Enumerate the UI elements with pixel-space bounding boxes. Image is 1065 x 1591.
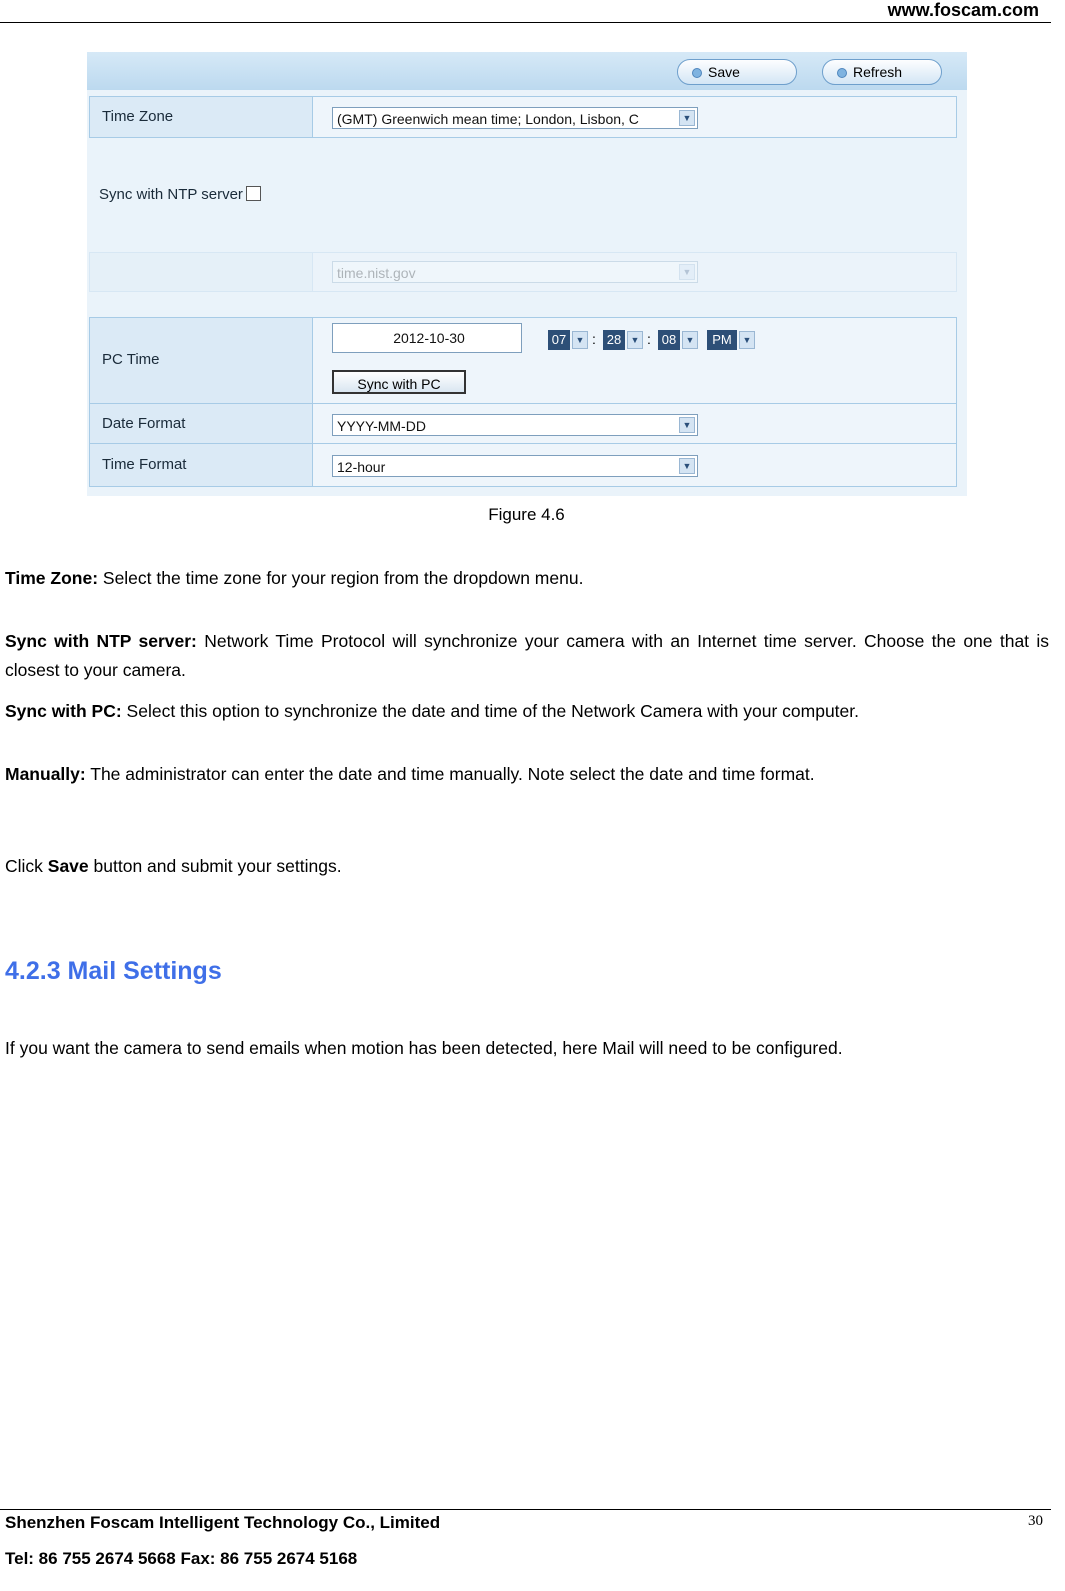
- chevron-down-icon[interactable]: ▼: [739, 331, 755, 349]
- time-separator: :: [592, 331, 596, 347]
- time-separator: :: [647, 331, 651, 347]
- ntp-server-row: [89, 252, 957, 292]
- chevron-down-icon[interactable]: ▼: [682, 331, 698, 349]
- second-select[interactable]: 08: [658, 330, 680, 350]
- chevron-down-icon[interactable]: ▼: [627, 331, 643, 349]
- refresh-dot-icon: [837, 68, 847, 78]
- figure-time-settings: [87, 52, 967, 496]
- time-zone-row: [89, 96, 957, 138]
- save-button-label: Save: [708, 64, 740, 80]
- refresh-button-label: Refresh: [853, 64, 903, 80]
- date-format-label: Date Format: [90, 404, 313, 444]
- ntp-label: Sync with NTP server: [99, 186, 261, 203]
- figure-caption: Figure 4.6: [488, 505, 565, 524]
- time-zone-label: Time Zone: [90, 97, 313, 137]
- refresh-button[interactable]: [822, 59, 942, 85]
- paragraph-sync-pc: Sync with PC: Select this option to synchronize the date and time of the Network Camera with your computer.: [5, 701, 860, 721]
- paragraph-save: Click Save button and submit your settings.: [5, 856, 342, 876]
- ntp-section: [87, 140, 967, 253]
- pc-time-label: PC Time: [90, 318, 313, 404]
- page-number: 30: [1028, 1513, 1043, 1529]
- date-format-select[interactable]: YYYY-MM-DD ▼: [332, 414, 698, 436]
- chevron-down-icon: ▼: [679, 264, 695, 280]
- chevron-down-icon: ▼: [679, 110, 695, 126]
- figure-toolbar: [87, 52, 967, 90]
- date-format-row: [89, 403, 957, 445]
- ntp-checkbox[interactable]: [246, 186, 261, 201]
- time-format-select[interactable]: 12-hour ▼: [332, 455, 698, 477]
- header-rule: [0, 22, 1051, 23]
- time-zone-select[interactable]: (GMT) Greenwich mean time; London, Lisbon, C ▼: [332, 107, 698, 129]
- minute-select[interactable]: 28: [603, 330, 625, 350]
- footer-contact: Tel: 86 755 2674 5668 Fax: 86 755 2674 5168: [5, 1549, 358, 1568]
- section-heading: 4.2.3 Mail Settings: [5, 957, 222, 985]
- footer-rule: [0, 1509, 1051, 1510]
- ampm-select[interactable]: PM: [707, 330, 737, 350]
- paragraph-mail: If you want the camera to send emails when motion has been detected, here Mail will need to be configured.: [5, 1038, 843, 1058]
- header-site-url[interactable]: www.foscam.com: [887, 0, 1039, 20]
- save-dot-icon: [692, 68, 702, 78]
- pc-time-row: [89, 317, 957, 405]
- save-button[interactable]: [677, 59, 797, 85]
- chevron-down-icon: ▼: [679, 417, 695, 433]
- pc-date-field[interactable]: 2012-10-30: [332, 323, 522, 353]
- paragraph-ntp: Sync with NTP server: Network Time Protocol will synchronize your camera with an Internet time server. Choose the one that is closest to your camera.: [5, 631, 1050, 680]
- ntp-server-label: [90, 253, 313, 291]
- chevron-down-icon: ▼: [679, 458, 695, 474]
- time-format-row: [89, 443, 957, 487]
- paragraph-time-zone: Time Zone: Select the time zone for your region from the dropdown menu.: [5, 568, 584, 588]
- ntp-server-select: time.nist.gov ▼: [332, 261, 698, 283]
- paragraph-manually: Manually: The administrator can enter the date and time manually. Note select the date and time format.: [5, 764, 815, 784]
- hour-select[interactable]: 07: [548, 330, 570, 350]
- footer-company: Shenzhen Foscam Intelligent Technology Co., Limited: [5, 1513, 441, 1532]
- time-format-label: Time Format: [90, 444, 313, 486]
- chevron-down-icon[interactable]: ▼: [572, 331, 588, 349]
- sync-with-pc-button[interactable]: Sync with PC: [332, 370, 466, 394]
